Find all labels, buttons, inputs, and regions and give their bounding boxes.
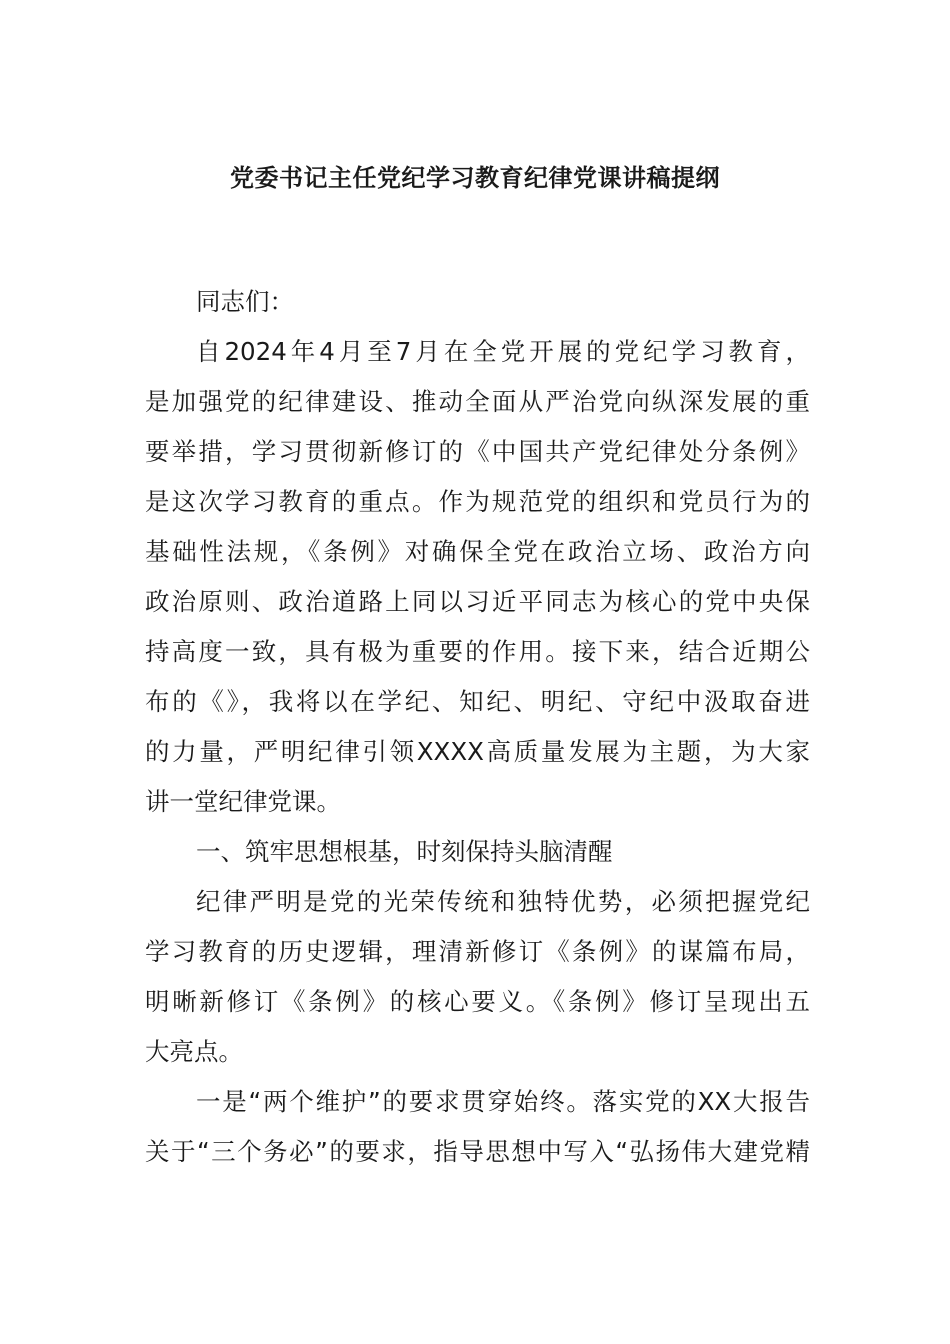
paragraph-3-line-2: 关于“三个务必”的要求，指导思想中写入“弘扬伟大建党精	[145, 1137, 810, 1166]
paragraph-3-line-1: 一是“两个维护”的要求贯穿始终。落实党的XX大报告	[196, 1087, 810, 1116]
paragraph-1-line-7: 持高度一致，具有极为重要的作用。接下来，结合近期公	[145, 637, 810, 666]
paragraph-2-line-4: 大亮点。	[145, 1037, 243, 1066]
paragraph-1-line-6: 政治原则、政治道路上同以习近平同志为核心的党中央保	[145, 587, 810, 616]
paragraph-2-line-2: 学习教育的历史逻辑，理清新修订《条例》的谋篇布局，	[145, 937, 810, 966]
paragraph-1-line-1: 自2024年4月至7月在全党开展的党纪学习教育，	[196, 337, 810, 366]
paragraph-1-line-5: 基础性法规，《条例》对确保全党在政治立场、政治方向	[145, 537, 810, 566]
paragraph-2-line-3: 明晰新修订《条例》的核心要义。《条例》修订呈现出五	[145, 987, 810, 1016]
paragraph-1-line-2: 是加强党的纪律建设、推动全面从严治党向纵深发展的重	[145, 387, 810, 416]
paragraph-1-line-4: 是这次学习教育的重点。作为规范党的组织和党员行为的	[145, 487, 810, 516]
salutation-line: 同志们：	[196, 287, 294, 316]
paragraph-1-line-3: 要举措，学习贯彻新修订的《中国共产党纪律处分条例》	[145, 437, 810, 466]
document-title: 党委书记主任党纪学习教育纪律党课讲稿提纲	[230, 164, 720, 192]
paragraph-1-line-9: 的力量，严明纪律引领XXXX高质量发展为主题，为大家	[145, 737, 810, 766]
paragraph-1-line-10: 讲一堂纪律党课。	[145, 787, 341, 816]
paragraph-2-line-1: 纪律严明是党的光荣传统和独特优势，必须把握党纪	[196, 887, 810, 916]
paragraph-1-line-8: 布的《》，我将以在学纪、知纪、明纪、守纪中汲取奋进	[145, 687, 810, 716]
section-heading-1: 一、筑牢思想根基，时刻保持头脑清醒	[196, 837, 613, 866]
